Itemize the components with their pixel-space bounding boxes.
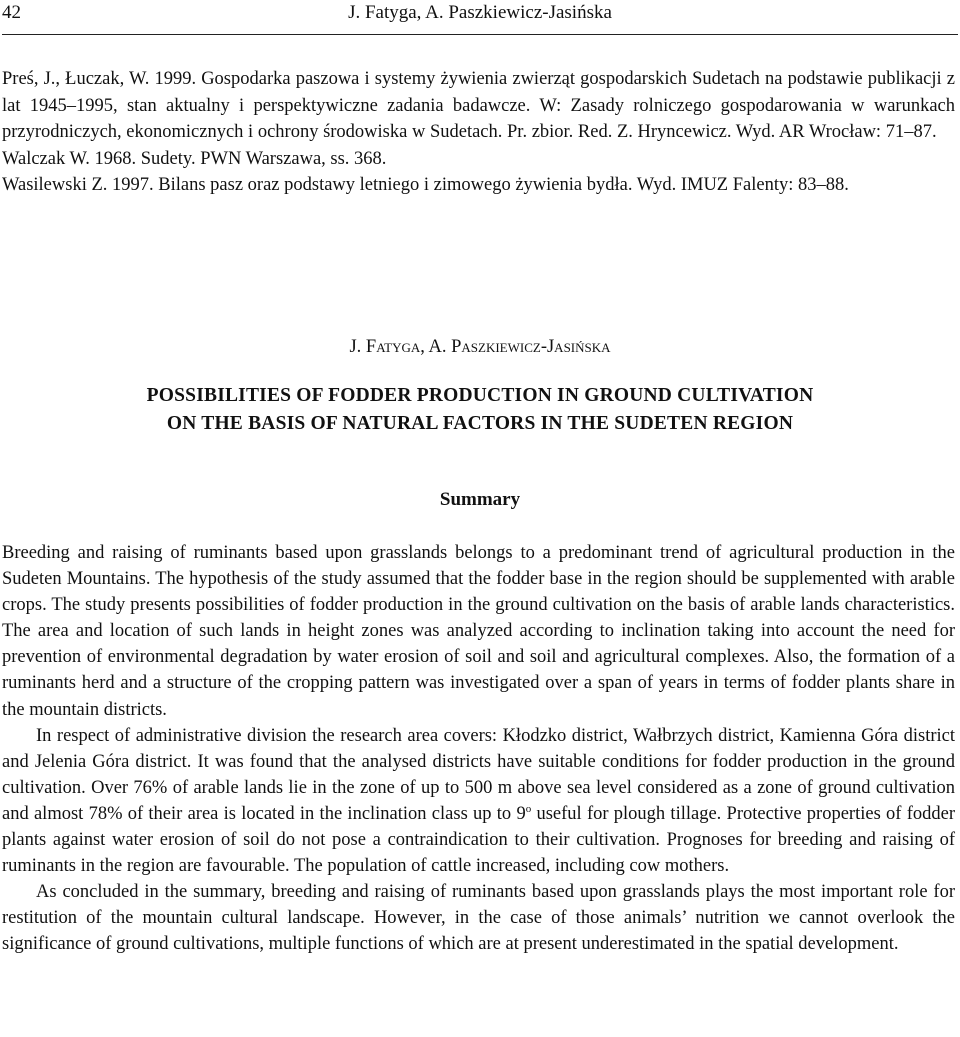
reference-entry: Preś, J., Łuczak, W. 1999. Gospodarka paszowa i systemy żywienia zwierząt gospodarskich Sudetach na podstawie publikacji z lat 1945–1995, stan aktualny i perspektywiczne zadania badawcze. W: Zasady rolniczego gospodarowania w warunkach przyrodniczych, ekonomicznych i ochrony środowiska w Sudetach. Pr. zbior. Red. Z. Hryncewicz. Wyd. AR Wrocław: 71–87. [2,69,955,142]
summary-paragraph: As concluded in the summary, breeding and raising of ruminants based upon grasslands plays the most important role for restitution of the mountain cultural landscape. However, in the case of those animals’ nutrition we cannot overlook the significance of ground cultivations, multiple functions of which are at present underestimated in the spatial development. [2,882,955,955]
summary-title [0,382,960,438]
summary-authors: J. Fatyga, A. Paszkiewicz-Jasińska [349,337,611,357]
paragraph-text: useful for plough tillage. Protective properties of fodder plants against water erosion of soil do not pose a contraindication to their cultivation. Prognoses for breeding and raising of ruminants in the region are favourable. The population of cattle increased, including cow mothers. [2,803,955,877]
reference-entry: Wasilewski Z. 1997. Bilans pasz oraz podstawy letniego i zimowego żywienia bydła. Wyd. IMUZ Falenty: 83–88. [2,175,849,195]
paragraph-text: In respect of administrative division the research area covers: Kłodzko district, Wałbrzych district, Kamienna Góra district and Jelenia Góra district. It was found that the analysed districts have suitable conditions for fodder production in the ground cultivation. Over 76% of arable lands lie in the zone of up to 500 m above sea level considered as a zone of ground cultivation and almost 78% of their area is located in the inclination class up to 9 [2,725,955,824]
summary-body [2,540,955,958]
reference-list [2,66,955,199]
summary-title-line: ON THE BASIS OF NATURAL FACTORS IN THE SUDETEN REGION [166,413,794,434]
summary-paragraph [2,723,955,880]
summary-paragraph: Breeding and raising of ruminants based upon grasslands belongs to a predominant trend of agricultural production in the Sudeten Mountains. The hypothesis of the study assumed that the fodder base in the region should be supplemented with arable crops. The study presents possibilities of fodder production in the ground cultivation on the basis of arable lands characteristics. The area and location of such lands in height zones was analyzed according to inclination taking into account the need for prevention of environmental degradation by water erosion of soil and soil and agricultural complexes. Also, the formation of a ruminants herd and a structure of the cropping pattern was investigated over a span of years in terms of fodder plants share in the mountain districts. [2,543,955,720]
degree-superscript: o [525,802,532,815]
summary-title-line: POSSIBILITIES OF FODDER PRODUCTION IN GROUND CULTIVATION [146,385,814,406]
running-title: J. Fatyga, A. Paszkiewicz-Jasińska [348,2,612,23]
page-number: 42 [2,2,21,23]
page-header [2,0,958,35]
summary-heading: Summary [439,489,521,510]
reference-entry: Walczak W. 1968. Sudety. PWN Warszawa, ss. 368. [2,148,387,169]
